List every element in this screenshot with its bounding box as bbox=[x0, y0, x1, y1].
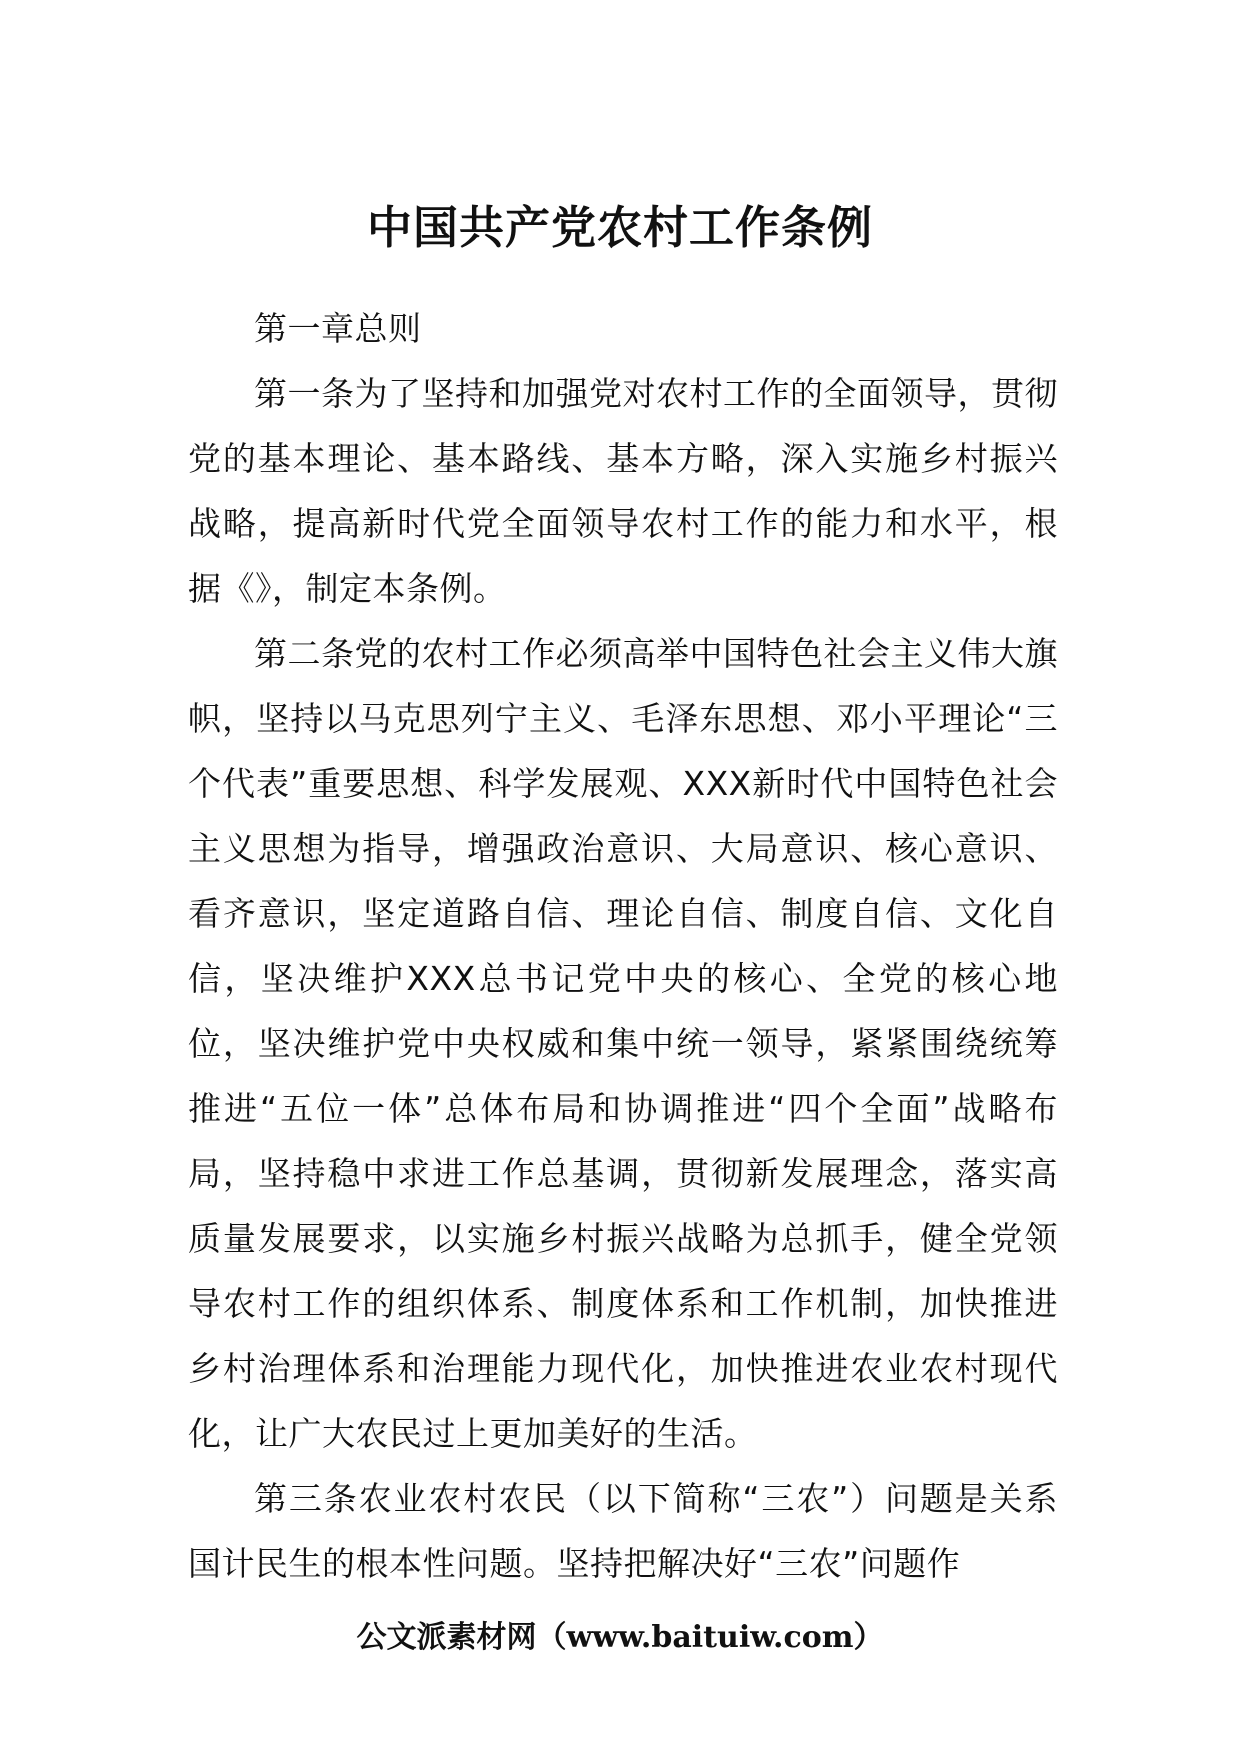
article-1-paragraph: 第一条为了坚持和加强党对农村工作的全面领导，贯彻党的基本理论、基本路线、基本方略，深入实施乡村振兴战略，提高新时代党全面领导农村工作的能力和水平，根据《》，制定本条例。 bbox=[188, 374, 1058, 608]
article-2-paragraph: 第二条党的农村工作必须高举中国特色社会主义伟大旗帜，坚持以马克思列宁主义、毛泽东思想、邓小平理论“三个代表”重要思想、科学发展观、XXX新时代中国特色社会主义思想为指导，增强政治意识、大局意识、核心意识、看齐意识，坚定道路自信、理论自信、制度自信、文化自信，坚决维护XXX总书记党中央的核心、全党的核心地位，坚决维护党中央权威和集中统一领导，紧紧围绕统筹推进“五位一体”总体布局和协调推进“四个全面”战略布局，坚持稳中求进工作总基调，贯彻新发展理念，落实高质量发展要求，以实施乡村振兴战略为总抓手，健全党领导农村工作的组织体系、制度体系和工作机制，加快推进乡村治理体系和治理能力现代化，加快推进农业农村现代化，让广大农民过上更加美好的生活。 bbox=[188, 634, 1058, 1453]
document-body bbox=[188, 296, 1058, 1596]
source-watermark-footer: 公文派素材网（www.baituiw.com） bbox=[356, 1620, 884, 1655]
chapter-heading: 第一章总则 bbox=[254, 309, 422, 348]
document-title: 中国共产党农村工作条例 bbox=[366, 201, 873, 254]
article-3-paragraph: 第三条农业农村农民（以下简称“三农”）问题是关系国计民生的根本性问题。坚持把解决好“三农”问题作 bbox=[188, 1479, 1058, 1583]
